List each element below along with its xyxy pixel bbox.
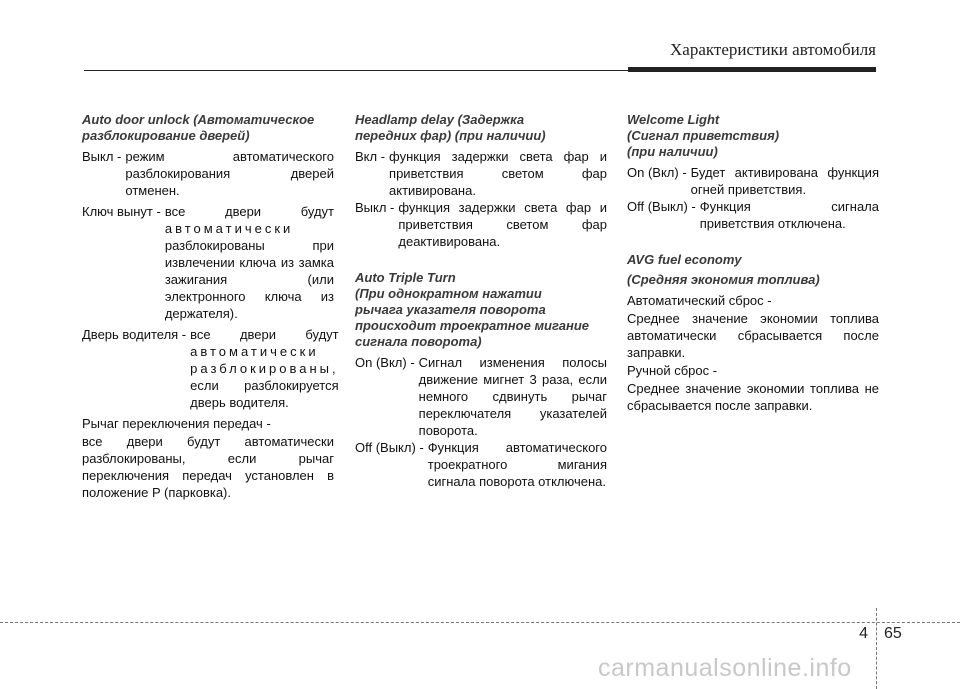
footer-divider: [876, 608, 877, 689]
paragraph: все двери будут автоматически разблокированы, если рычаг переключения передач установлен в положение P (парковка).: [82, 434, 334, 500]
header-accent-bar: [628, 67, 876, 72]
paragraph: Среднее значение экономии топлива автоматически сбрасывается после заправки.: [627, 311, 879, 360]
section-heading: AVG fuel economy: [627, 252, 742, 267]
section-heading: (Сигнал приветствия): [627, 128, 780, 143]
option-entry: [82, 148, 334, 199]
option-entry: [355, 199, 607, 250]
option-term: Вкл -: [355, 149, 386, 164]
column-welcome-light: [627, 112, 879, 415]
option-description: режим автоматического разблокирования дверей отменен.: [125, 149, 334, 198]
section-heading: сигнала поворота): [355, 334, 482, 349]
option-description: [190, 326, 339, 411]
section-heading: Auto Triple Turn: [355, 270, 456, 285]
option-term: Выкл -: [355, 200, 395, 215]
section-heading: Auto door unlock (Автоматическое: [82, 112, 315, 127]
option-description: функция задержки света фар и приветствия светом фар активирована.: [389, 149, 607, 198]
option-entry: [82, 326, 339, 411]
option-term: Off (Выкл) -: [355, 440, 424, 455]
watermark: carmanualsonline.info: [598, 654, 852, 682]
option-description: [165, 203, 334, 322]
chapter-number: 4: [859, 625, 868, 642]
page-header-title: Характеристики автомобиля: [670, 40, 876, 59]
desc-line: автоматически: [164, 221, 294, 236]
desc-line: автоматически: [190, 344, 319, 359]
option-entry: [82, 203, 334, 322]
option-description: функция задержки света фар и приветствия светом фар деактивирована.: [398, 200, 607, 249]
column-door-unlock: [82, 112, 339, 502]
desc-line: если разблокируется дверь водителя.: [190, 378, 339, 410]
section-heading: происходит троекратное мигание: [355, 318, 590, 333]
option-description: Будет активирована функция огней приветствия.: [690, 165, 879, 197]
desc-line: все двери будут: [164, 204, 334, 219]
option-entry: [355, 439, 607, 490]
option-description: Функция сигнала приветствия отключена.: [699, 199, 879, 231]
paragraph: Рычаг переключения передач -: [82, 416, 271, 431]
section-heading: Headlamp delay (Задержка: [355, 112, 525, 127]
desc-line: разблокированы при извлечении ключа из замка зажигания (или электронного ключа из держателя).: [164, 238, 334, 321]
desc-line: все двери будут: [190, 327, 339, 342]
column-headlamp: [355, 112, 607, 490]
option-term: On (Вкл) -: [355, 355, 415, 370]
option-description: Сигнал изменения полосы движение мигнет 3 раза, если немного сдвинуть рычаг переключателя указателей поворота.: [418, 355, 607, 438]
option-term: Дверь водителя -: [82, 327, 187, 342]
paragraph: Ручной сброс -: [627, 363, 718, 378]
section-heading: (При однократном нажатии: [355, 286, 542, 301]
section-heading: рычага указателя поворота: [355, 302, 546, 317]
option-entry: [627, 198, 879, 232]
option-entry: [355, 354, 607, 439]
option-term: Выкл -: [82, 149, 122, 164]
section-heading: (при наличии): [627, 144, 718, 159]
section-heading: Welcome Light: [627, 112, 720, 127]
paragraph: Среднее значение экономии топлива не сбрасывается после заправки.: [627, 381, 879, 413]
paragraph: Автоматический сброс -: [627, 293, 772, 308]
section-heading: (Средняя экономия топлива): [627, 272, 820, 287]
section-heading: разблокирование дверей): [82, 128, 250, 143]
option-description: Функция автоматического троекратного мигания сигнала поворота отключена.: [427, 440, 607, 489]
option-term: On (Вкл) -: [627, 165, 687, 180]
option-term: Ключ вынут -: [82, 204, 161, 219]
section-heading: передних фар) (при наличии): [355, 128, 546, 143]
page-number: 65: [884, 625, 902, 642]
desc-line: разблокированы,: [190, 361, 339, 376]
option-entry: [627, 164, 879, 198]
option-term: Off (Выкл) -: [627, 199, 696, 214]
footer-rule: [0, 622, 960, 623]
option-entry: [355, 148, 607, 199]
